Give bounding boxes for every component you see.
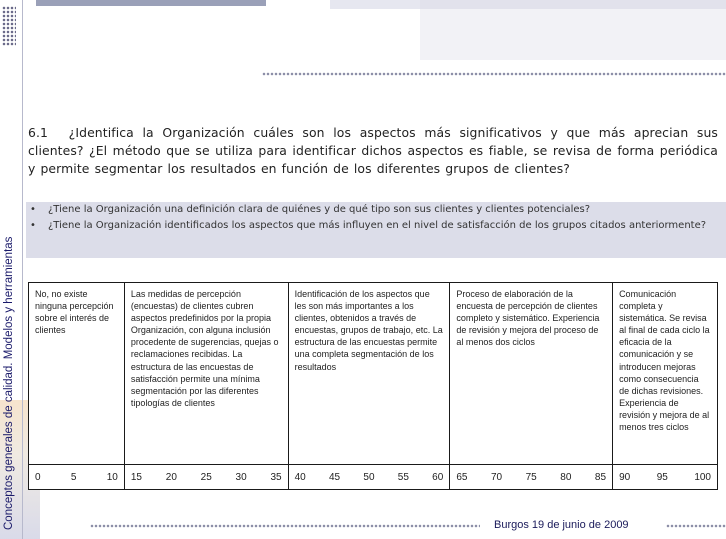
question-text: ¿Identifica la Organización cuáles son los aspectos más significativos y que más aprecian sus clientes? ¿El método que se utiliza para identificar dichos aspectos es fiable, se revisa de forma periódica y permite segmentar los resultados en función de los diferentes grupos de clientes? [28, 125, 718, 176]
decorative-dots [2, 6, 16, 46]
scale-value: 40 [294, 471, 306, 483]
scale-value: 5 [70, 471, 77, 483]
scale-value: 35 [270, 471, 282, 483]
bullet-icon: • [30, 220, 36, 231]
level-description: Las medidas de percepción (encuestas) de clientes cubren aspectos predefinidos por la propia Organización, con alguna inclusión procedente de sugerencias, quejas o reclamaciones recibidas. La estructura de las encuestas de satisfacción permite una mínima segmentación por las diferentes tipologías de clientes [124, 283, 288, 465]
guidance-bullets [26, 202, 726, 258]
scale-value: 50 [363, 471, 375, 483]
scale-value: 70 [490, 471, 503, 483]
scale-value: 55 [397, 471, 409, 483]
scale-value: 60 [432, 471, 444, 483]
decorative-dots-row-bottom [90, 524, 480, 528]
decorative-dots-row-bottom-right [666, 524, 726, 528]
scale-value: 85 [594, 471, 607, 483]
bullet-item: • ¿Tiene la Organización una definición clara de quiénes y de qué tipo son sus clientes y clientes potenciales? [26, 202, 726, 218]
scale-value: 30 [235, 471, 247, 483]
grid-scale-row [29, 465, 718, 490]
scale-value: 75 [525, 471, 537, 483]
decorative-dots-row [262, 72, 726, 76]
question-block [28, 124, 718, 184]
scale-value: 10 [106, 471, 118, 483]
bullet-icon: • [30, 204, 36, 215]
scale-value: 80 [560, 471, 572, 483]
scale-value: 15 [130, 471, 142, 483]
scale-value: 90 [619, 471, 631, 483]
footer-date: Burgos 19 de junio de 2009 [494, 519, 629, 531]
scale-value: 100 [694, 471, 711, 483]
scale-value: 65 [456, 471, 468, 483]
question-number: 6.1 [28, 125, 49, 140]
scale-cell [29, 465, 125, 490]
decorative-band [420, 0, 726, 60]
level-description: Proceso de elaboración de la encuesta de percepción de clientes completo y sistemático. Experiencia de revisión y mejora del proceso de al menos dos ciclos [450, 283, 613, 465]
level-description: No, no existe ninguna percepción sobre el interés de clientes [29, 283, 125, 465]
bullet-item: • ¿Tiene la Organización identificados los aspectos que más influyen en el nivel de satisfacción de los grupos citados anteriormente? [26, 218, 726, 234]
scale-cell [124, 465, 288, 490]
scale-value: 25 [200, 471, 212, 483]
side-title: Conceptos generales de calidad. Modelos y herramientas [3, 236, 15, 530]
level-description: Identificación de los aspectos que les son más importantes a los clientes, obtenidos a través de encuestas, grupos de trabajo, etc. La estructura de las encuestas permite una completa segmentación de los resultados [288, 283, 450, 465]
scale-value: 45 [329, 471, 341, 483]
scale-cell [613, 465, 718, 490]
scale-cell [450, 465, 613, 490]
scale-value: 0 [35, 471, 41, 483]
decorative-vertical-line [22, 0, 23, 539]
level-description: Comunicación completa y sistemática. Se revisa al final de cada ciclo la eficacia de la comunicación y se introducen mejoras como consecuencia de dichas revisiones. Experiencia de revisión y mejora de al menos tres ciclos [613, 283, 718, 465]
scale-cell [288, 465, 450, 490]
evaluation-grid [28, 282, 718, 490]
scale-value: 20 [165, 471, 177, 483]
grid-descriptions-row [29, 283, 718, 465]
scale-value: 95 [656, 471, 668, 483]
decorative-top-bar [36, 0, 266, 6]
